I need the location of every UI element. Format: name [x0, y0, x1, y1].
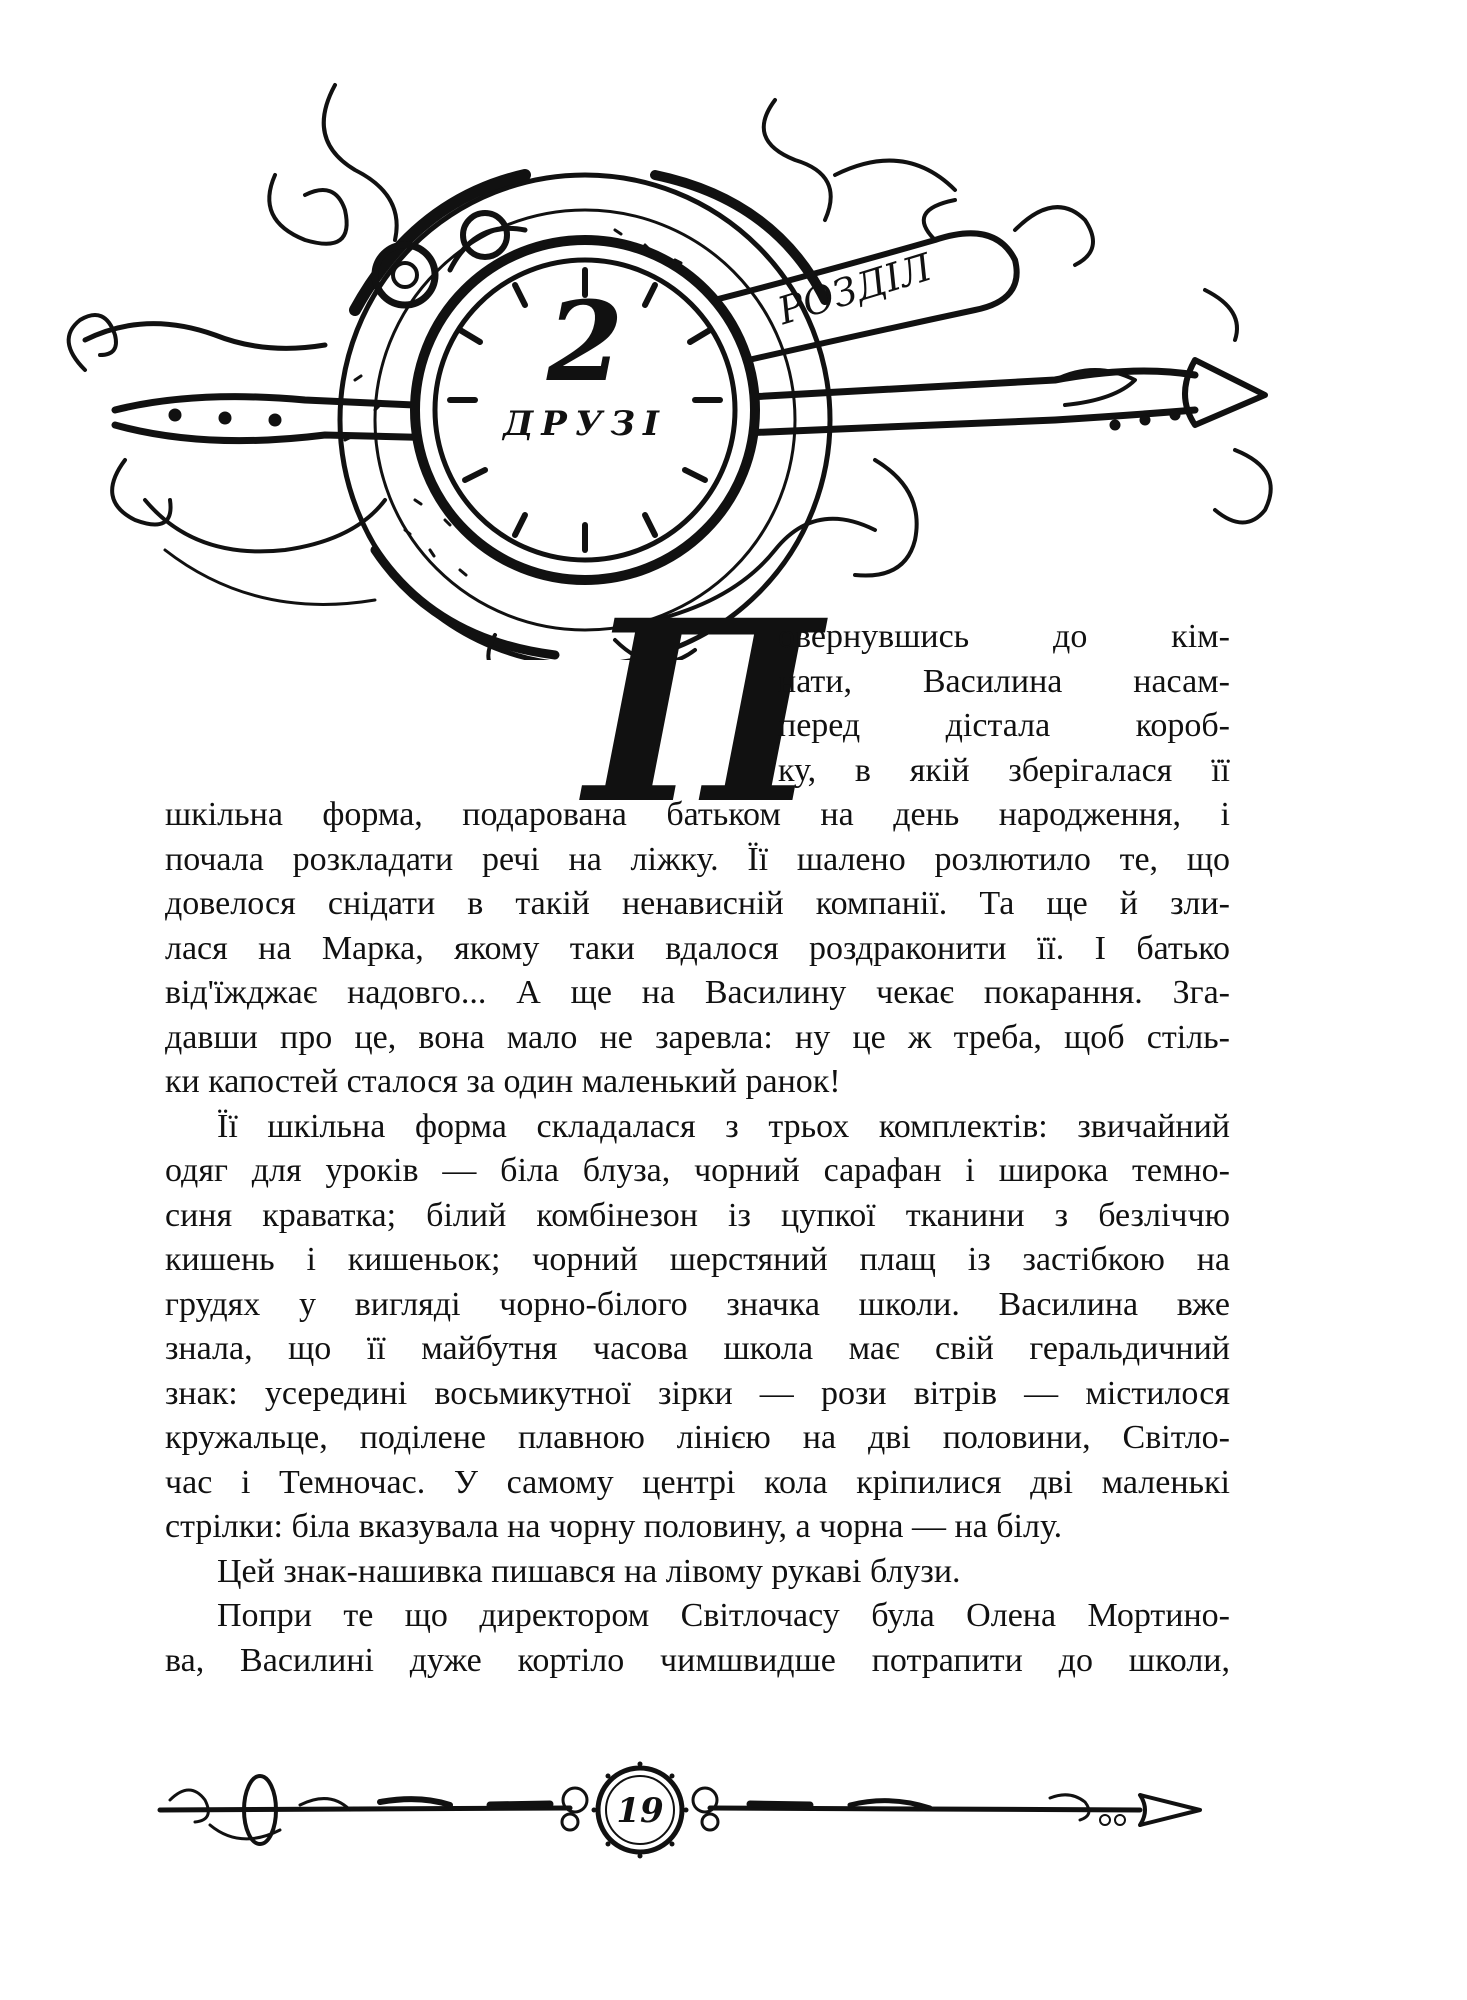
text-line: ва, Василині дуже кортіло чимшвидше потрапити до школи,	[165, 1641, 1230, 1679]
text-line: синя краватка; білий комбінезон із цупкої тканини з безліччю	[165, 1196, 1230, 1234]
text-line: знала, що її майбутня часова школа має свій геральдичний	[165, 1330, 1230, 1367]
paragraph	[165, 793, 1230, 1105]
page-number: 19	[616, 1791, 664, 1831]
text-line: грудях у вигляді чорно-білого значка школи. Василина вже	[165, 1285, 1230, 1323]
text-line: шкільна форма, подарована батьком на день народження, і	[165, 796, 1230, 833]
text-line: від'їжджає надовго... А ще на Василину чекає покарання. Зга-	[165, 974, 1230, 1011]
text-line: ку, в якій зберігалася її	[778, 751, 1230, 789]
paragraph	[165, 1594, 1230, 1683]
text-line: лася на Марка, якому таки вдалося роздраконити її. І батько	[165, 929, 1230, 967]
text-line: знак: усередині восьмикутної зірки — рози вітрів — містилося	[165, 1374, 1230, 1412]
chapter-number: 2	[546, 277, 624, 406]
drop-cap: П	[585, 565, 822, 859]
text-line: кишень і кишеньок; чорний шерстяний плащ із застібкою на	[165, 1241, 1230, 1278]
text-line: Попри те що директором Світлочасу була Олена Мортино-	[217, 1597, 1230, 1634]
text-line: почала розкладати речі на ліжку. Її шалено розлютило те, що	[165, 840, 1230, 878]
text-line: овернувшись до кім-	[778, 618, 1230, 655]
text-line: стрілки: біла вказувала на чорну половину, а чорна — на білу.	[165, 1508, 1063, 1545]
opening-lines	[778, 615, 1230, 793]
text-line: ки капостей сталося за один маленький ранок!	[165, 1063, 841, 1100]
paragraph	[165, 1550, 1230, 1595]
paragraph	[165, 1105, 1230, 1550]
text-line: нати, Василина насам-	[778, 662, 1230, 700]
text-line: Цей знак-нашивка пишався на лівому рукаві блузи.	[217, 1552, 961, 1590]
text-line: кружальце, поділене плавною лінією на дві половини, Світло-	[165, 1419, 1230, 1456]
text-line: одяг для уроків — біла блуза, чорний сарафан і широка темно-	[165, 1152, 1230, 1189]
text-line: довелося снідати в такій ненависній компанії. Та ще й зли-	[165, 885, 1230, 922]
text-line: перед дістала короб-	[778, 707, 1230, 744]
footer-ornament	[150, 1760, 1230, 1860]
text-line: давши про це, вона мало не заревла: ну це ж треба, щоб стіль-	[165, 1018, 1230, 1056]
chapter-label: РОЗДІЛ	[772, 244, 937, 334]
text-line: Її шкільна форма складалася з трьох комплектів: звичайний	[217, 1107, 1230, 1145]
chapter-title: ДРУЗІ	[503, 404, 667, 444]
body-text	[165, 793, 1230, 1683]
text-line: час і Темночас. У самому центрі кола кріпилися дві маленькі	[165, 1463, 1230, 1501]
